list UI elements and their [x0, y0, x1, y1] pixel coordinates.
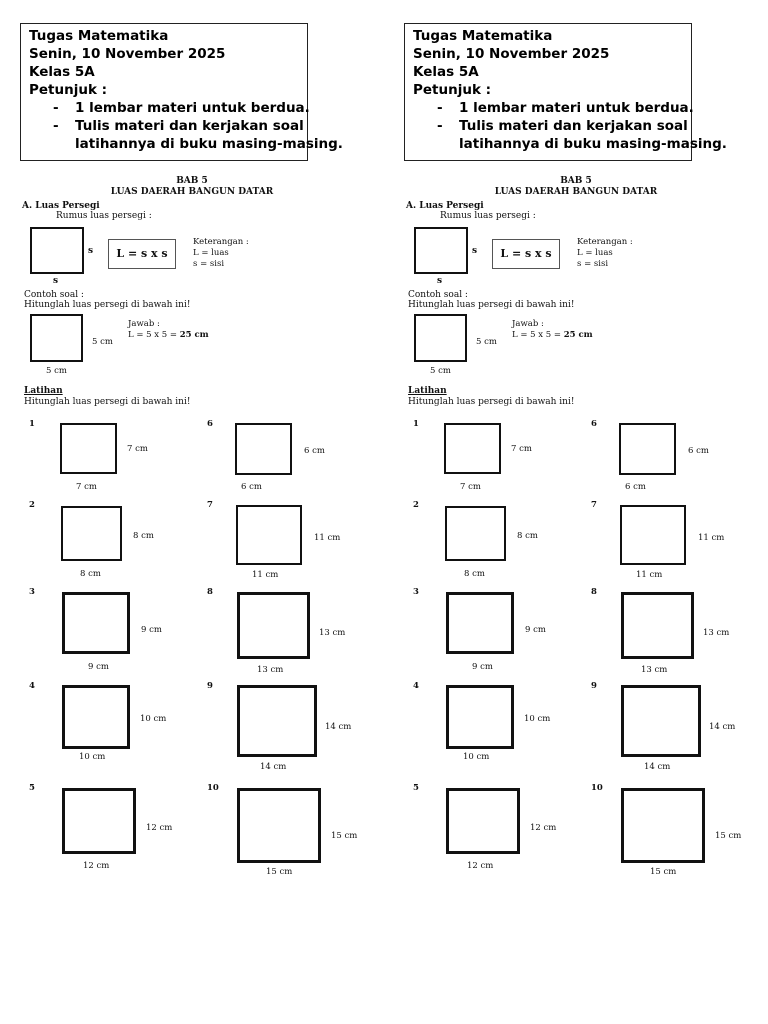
exercise-side-right: 13 cm — [703, 628, 730, 638]
chapter-number: BAB 5 — [560, 176, 592, 186]
bullet-dash: - — [437, 118, 443, 134]
exercise-number: 1 — [29, 419, 35, 429]
exercise-side-right: 14 cm — [325, 722, 352, 732]
exercise-side-bottom: 10 cm — [463, 752, 490, 762]
assignment-title: Tugas Matematika — [413, 28, 553, 44]
exercise-side-right: 7 cm — [511, 444, 532, 454]
answer-result: 25 cm — [563, 330, 593, 340]
exercise-side-bottom: 10 cm — [79, 752, 106, 762]
exercise-number: 8 — [591, 587, 597, 597]
legend-luas: L = luas — [193, 248, 229, 258]
example-instruction: Hitunglah luas persegi di bawah ini! — [408, 300, 575, 310]
assignment-class: Kelas 5A — [29, 64, 95, 80]
example-side-bottom: 5 cm — [430, 366, 451, 376]
worksheet-sheet — [384, 0, 768, 1024]
exercise-square — [620, 505, 686, 565]
exercise-side-bottom: 15 cm — [266, 867, 293, 877]
answer-line — [512, 330, 593, 340]
exercise-number: 2 — [29, 500, 35, 510]
exercise-number: 6 — [591, 419, 597, 429]
instruction-text: 1 lembar materi untuk berdua. — [459, 100, 694, 116]
exercise-number: 5 — [29, 783, 35, 793]
example-side-right: 5 cm — [92, 337, 113, 347]
exercise-number: 6 — [207, 419, 213, 429]
exercise-square — [237, 788, 321, 863]
exercise-square — [621, 788, 705, 863]
exercise-side-bottom: 14 cm — [260, 762, 287, 772]
answer-expression: L = 5 x 5 = — [128, 330, 180, 340]
exercise-square — [235, 423, 292, 475]
chapter-number: BAB 5 — [176, 176, 208, 186]
bullet-dash: - — [53, 118, 59, 134]
exercise-side-right: 10 cm — [524, 714, 551, 724]
practice-instruction: Hitunglah luas persegi di bawah ini! — [24, 397, 191, 407]
exercise-square — [446, 592, 514, 654]
exercise-square — [446, 685, 514, 749]
exercise-number: 9 — [207, 681, 213, 691]
exercise-side-bottom: 11 cm — [252, 570, 279, 580]
chapter-title: LUAS DAERAH BANGUN DATAR — [110, 187, 274, 197]
assignment-date: Senin, 10 November 2025 — [413, 46, 610, 62]
bullet-dash: - — [437, 100, 443, 116]
exercise-side-bottom: 8 cm — [464, 569, 485, 579]
exercise-side-bottom: 9 cm — [472, 662, 493, 672]
exercise-side-bottom: 8 cm — [80, 569, 101, 579]
answer-result: 25 cm — [179, 330, 209, 340]
exercise-side-right: 8 cm — [133, 531, 154, 541]
exercise-side-bottom: 6 cm — [625, 482, 646, 492]
exercise-square — [60, 423, 117, 474]
exercise-square — [621, 592, 694, 659]
exercise-side-right: 15 cm — [715, 831, 742, 841]
exercise-side-bottom: 6 cm — [241, 482, 262, 492]
exercise-number: 2 — [413, 500, 419, 510]
exercise-square — [445, 506, 506, 561]
exercise-side-right: 12 cm — [530, 823, 557, 833]
legend-sisi: s = sisi — [193, 259, 225, 269]
exercise-side-bottom: 13 cm — [641, 665, 668, 675]
exercise-side-bottom: 13 cm — [257, 665, 284, 675]
example-title: Contoh soal : — [24, 290, 84, 300]
assignment-class: Kelas 5A — [413, 64, 479, 80]
instruction-text: 1 lembar materi untuk berdua. — [75, 100, 310, 116]
example-side-bottom: 5 cm — [46, 366, 67, 376]
practice-title: Latihan — [408, 386, 447, 396]
exercise-number: 7 — [591, 500, 597, 510]
exercise-side-right: 9 cm — [525, 625, 546, 635]
legend-luas: L = luas — [577, 248, 613, 258]
example-instruction: Hitunglah luas persegi di bawah ini! — [24, 300, 191, 310]
legend-title: Keterangan : — [577, 237, 633, 247]
exercise-side-bottom: 11 cm — [636, 570, 663, 580]
formula-box: L = s x s — [108, 239, 176, 269]
exercise-side-right: 11 cm — [698, 533, 725, 543]
exercise-square — [236, 505, 302, 565]
formula-square — [414, 227, 468, 274]
exercise-side-bottom: 7 cm — [460, 482, 481, 492]
section-heading: A. Luas Persegi — [406, 201, 484, 211]
worksheet-copy-right — [384, 0, 768, 1024]
side-label-right: s — [88, 246, 94, 256]
exercise-number: 3 — [413, 587, 419, 597]
side-label-bottom: s — [437, 276, 443, 286]
exercise-number: 4 — [413, 681, 419, 691]
example-square — [414, 314, 467, 362]
exercise-side-right: 6 cm — [688, 446, 709, 456]
assignment-date: Senin, 10 November 2025 — [29, 46, 226, 62]
exercise-square — [237, 592, 310, 659]
exercise-number: 3 — [29, 587, 35, 597]
exercise-side-bottom: 7 cm — [76, 482, 97, 492]
formula-box: L = s x s — [492, 239, 560, 269]
exercise-side-right: 11 cm — [314, 533, 341, 543]
bullet-dash: - — [53, 100, 59, 116]
side-label-bottom: s — [53, 276, 59, 286]
formula-square — [30, 227, 84, 274]
legend-title: Keterangan : — [193, 237, 249, 247]
example-square — [30, 314, 83, 362]
answer-title: Jawab : — [128, 319, 160, 329]
instruction-text: Tulis materi dan kerjakan soal — [459, 118, 688, 134]
exercise-side-right: 7 cm — [127, 444, 148, 454]
formula-intro: Rumus luas persegi : — [440, 211, 536, 221]
exercise-number: 10 — [591, 783, 603, 793]
side-label-right: s — [472, 246, 478, 256]
example-side-right: 5 cm — [476, 337, 497, 347]
exercise-side-bottom: 12 cm — [467, 861, 494, 871]
exercise-square — [237, 685, 317, 757]
exercise-side-bottom: 14 cm — [644, 762, 671, 772]
exercise-square — [444, 423, 501, 474]
section-heading: A. Luas Persegi — [22, 201, 100, 211]
exercise-number: 4 — [29, 681, 35, 691]
practice-instruction: Hitunglah luas persegi di bawah ini! — [408, 397, 575, 407]
exercise-square — [619, 423, 676, 475]
exercise-number: 10 — [207, 783, 219, 793]
exercise-side-bottom: 12 cm — [83, 861, 110, 871]
instruction-text: latihannya di buku masing-masing. — [459, 136, 727, 152]
exercise-side-right: 8 cm — [517, 531, 538, 541]
chapter-title: LUAS DAERAH BANGUN DATAR — [494, 187, 658, 197]
exercise-square — [621, 685, 701, 757]
instructions-label: Petunjuk : — [413, 82, 492, 98]
legend-sisi: s = sisi — [577, 259, 609, 269]
exercise-square — [61, 506, 122, 561]
exercise-square — [446, 788, 520, 854]
exercise-square — [62, 788, 136, 854]
exercise-number: 5 — [413, 783, 419, 793]
instructions-label: Petunjuk : — [29, 82, 108, 98]
exercise-side-right: 12 cm — [146, 823, 173, 833]
exercise-side-right: 10 cm — [140, 714, 167, 724]
assignment-title: Tugas Matematika — [29, 28, 169, 44]
exercise-side-right: 14 cm — [709, 722, 736, 732]
answer-expression: L = 5 x 5 = — [512, 330, 564, 340]
exercise-side-bottom: 15 cm — [650, 867, 677, 877]
exercise-number: 9 — [591, 681, 597, 691]
exercise-square — [62, 685, 130, 749]
practice-title: Latihan — [24, 386, 63, 396]
exercise-number: 7 — [207, 500, 213, 510]
exercise-number: 8 — [207, 587, 213, 597]
exercise-side-right: 13 cm — [319, 628, 346, 638]
exercise-side-right: 15 cm — [331, 831, 358, 841]
answer-line — [128, 330, 209, 340]
example-title: Contoh soal : — [408, 290, 468, 300]
answer-title: Jawab : — [512, 319, 544, 329]
exercise-side-right: 9 cm — [141, 625, 162, 635]
formula-intro: Rumus luas persegi : — [56, 211, 152, 221]
exercise-square — [62, 592, 130, 654]
exercise-number: 1 — [413, 419, 419, 429]
instruction-text: latihannya di buku masing-masing. — [75, 136, 343, 152]
exercise-side-right: 6 cm — [304, 446, 325, 456]
instruction-text: Tulis materi dan kerjakan soal — [75, 118, 304, 134]
exercise-side-bottom: 9 cm — [88, 662, 109, 672]
